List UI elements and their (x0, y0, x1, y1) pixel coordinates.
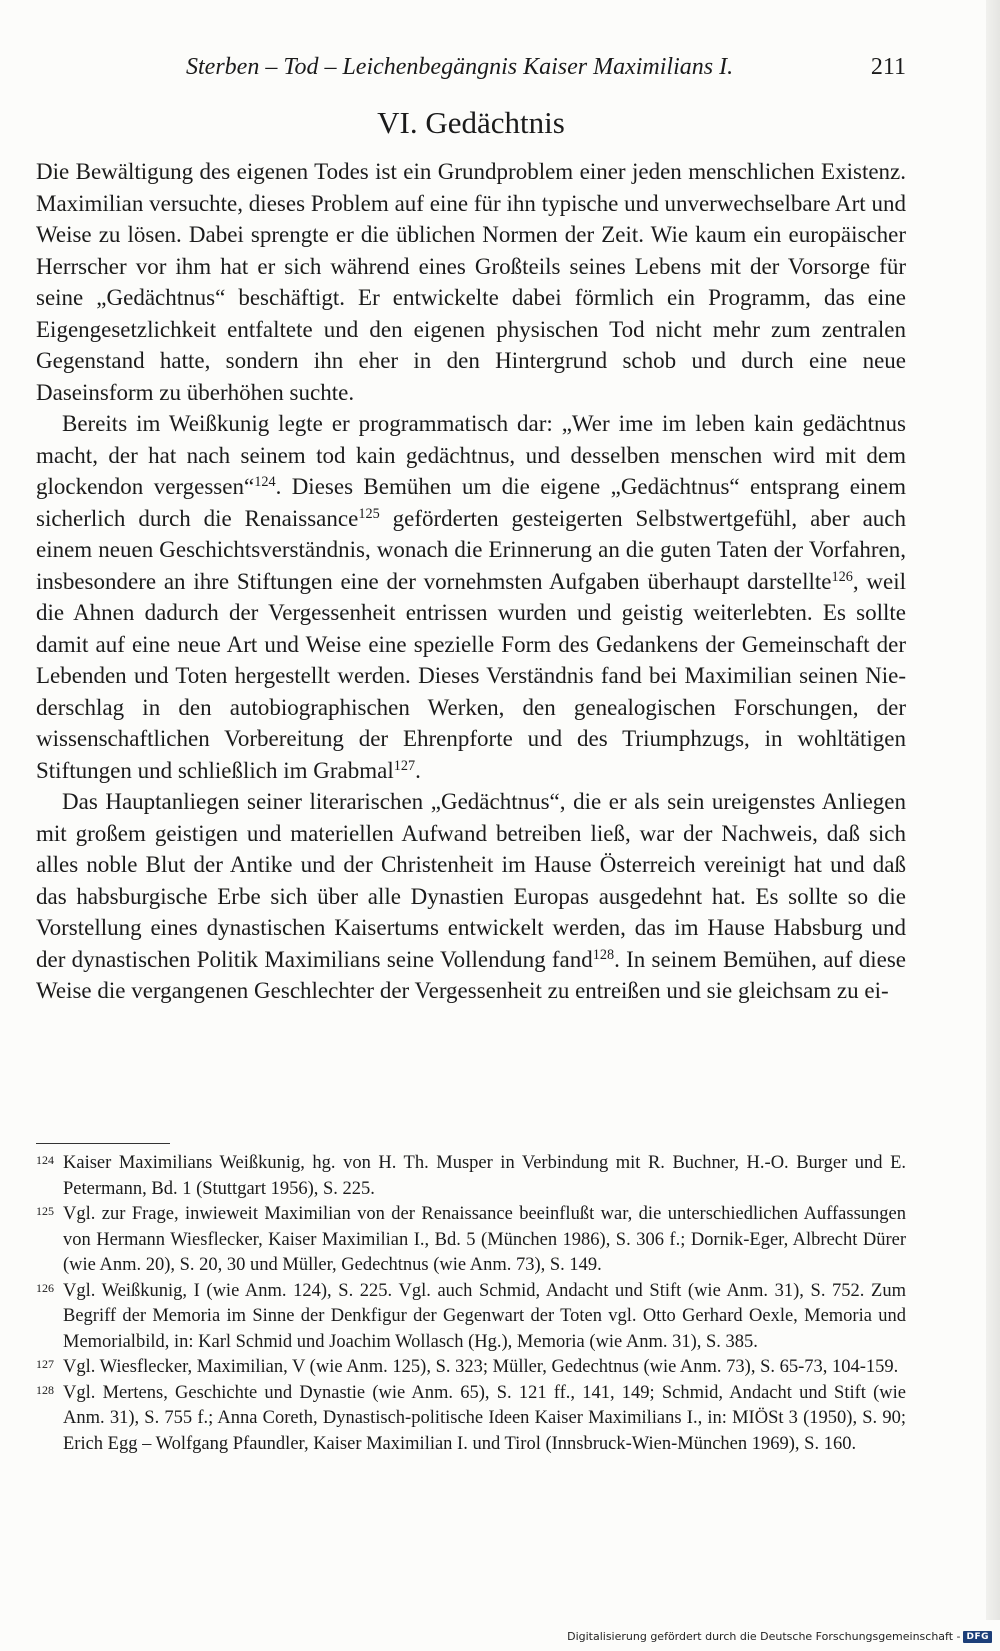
page-number: 211 (870, 54, 906, 80)
running-head (36, 50, 906, 90)
footnote-125 (36, 1202, 906, 1279)
footnote-number: 125 (36, 1204, 54, 1218)
footnote-text: Vgl. zur Frage, inwieweit Maximilian von der Renaissance beeinflußt war, die unterschiedlichen Auffassungen von Hermann Wiesflecker, Kaiser Maximilian I., Bd. 5 (München 1986), S. 306 f.; Dornik-Eger, Albrecht Dürer (wie Anm. 20), S. 20, 30 und Müller, Gedechtnus (wie Anm. 73), S. 149. (63, 1204, 906, 1275)
body-paragraph-3 (36, 786, 906, 1007)
footnote-128 (36, 1381, 906, 1458)
scan-edge-shadow (986, 0, 1000, 1620)
footnote-126 (36, 1279, 906, 1356)
footnote-text: Vgl. Mertens, Geschichte und Dynastie (wie Anm. 65), S. 121 ff., 141, 149; Schmid, Andacht und Stift (wie Anm. 31), S. 755 f.; Anna Coreth, Dynastisch-politische Ideen Kaiser Maximilians I., in: MIÖSt 3 (1950), S. 90; Erich Egg – Wolfgang Pfaundler, Kaiser Maximilian I. und Tirol (Innsbruck-Wien-München 1969), S. 160. (63, 1382, 906, 1454)
body-paragraph-1 (36, 156, 906, 408)
section-title: VI. Gedächtnis (377, 105, 565, 140)
footnote-number: 126 (36, 1280, 54, 1295)
footnote-number: 128 (36, 1382, 54, 1397)
footnote-separator (36, 1143, 170, 1144)
body-text (36, 156, 906, 1007)
paragraph-text: Die Bewältigung des eigenen Todes ist ein Grundproblem einer jeden menschlichen Existenz. Maximilian versuchte, dieses Problem auf eine für ihn typische und unverwechselbare Art und Weise zu lösen. Dabei sprengte er die üblichen Normen der Zeit. Wie kaum ein europäischer Herrscher vor ihm hat er sich während eines Großteils seines Lebens mit der Vorsorge für seine „Gedächtnus“ beschäftigt. Er entwickelte dabei förmlich ein Programm, das eine Eigengesetzlichkeit entfaltete und den eigenen physischen Tod nicht mehr zum zentralen Gegenstand hatte, sondern ihn eher in den Hintergrund schob und durch eine neue Daseinsform zu überhöhen suchte. (36, 159, 906, 405)
digitization-credit (567, 1630, 992, 1643)
footnotes (36, 1151, 906, 1457)
footnote-ref-124: 124 (254, 474, 276, 491)
paragraph-text: geförderten gesteigerten Selbstwertgefühl, aber auch einem neuen Geschichtsverständnis, wonach die Erinnerung an die guten Taten der Vorfahren, insbesondere an ihre Stiftungen eine der vornehmsten Aufgaben überhaupt darstellte (36, 505, 906, 594)
footnote-text: Vgl. Wiesflecker, Maximilian, V (wie Anm. 125), S. 323; Müller, Gedechtnus (wie Anm. 73), S. 65-73, 104-159. (63, 1357, 899, 1377)
footnote-ref-127: 127 (393, 757, 416, 774)
paragraph-text: Das Hauptanliegen seiner literarischen „Gedächtnus“, die er als sein ureigenstes Anliegen mit großem geistigen und materiellen Aufwand betreiben ließ, war der Nachweis, daß sich alles noble Blut der Antike und der Christenheit im Hause Österreich vereinigt hat und daß das habsburgische Erbe sich über alle Dynastien Europas ausgedehnt hat. Es sollte so die Vorstellung eines dynastischen Kaisertums entwickelt werden, das im Hause Habsburg und der dynastischen Politik Maximilians seine Vollendung fand (36, 789, 906, 972)
footnote-127 (36, 1355, 906, 1381)
footnote-number: 127 (36, 1357, 54, 1371)
footnote-124 (36, 1151, 906, 1202)
footnote-ref-128: 128 (592, 946, 615, 963)
body-paragraph-2 (36, 408, 906, 786)
paragraph-text: Bereits im Weißkunig legte er programmatisch dar: „Wer ime im leben kain gedächtnus macht, der hat nach seinem tod kain gedächtnus, und desselben menschen wird mit dem glockendon vergessen“ (36, 411, 906, 499)
footnote-text: Kaiser Maximilians Weißkunig, hg. von H. Th. Musper in Verbindung mit R. Buchner, H.-O. Burger und E. Petermann, Bd. 1 (Stuttgart 1956), S. 225. (63, 1153, 906, 1199)
paragraph-text: . (415, 757, 421, 783)
footnote-text: Vgl. Weißkunig, I (wie Anm. 124), S. 225. Vgl. auch Schmid, Andacht und Stift (wie Anm. 31), S. 752. Zum Begriff der Memoria im Sinne der Denkfigur der Gegenwart der Toten vgl. Otto Gerhard Oexle, Memoria und Memorialbild, in: Karl Schmid und Joachim Wollasch (Hg.), Memoria (wie Anm. 31), S. 385. (63, 1280, 906, 1352)
footnote-ref-125: 125 (358, 505, 380, 522)
footnote-number: 124 (36, 1153, 54, 1167)
paragraph-text: , weil die Ahnen dadurch der Vergessenheit entrissen wurden und geistig weiterlebten. Es sollte damit auf eine neue Art und Weise eine spezielle Form des Gedankens der Gemeinschaft der Lebenden und Toten hergestellt werden. Dieses Verständnis fand bei Maximilian seinen Niederschlag in den autobiographischen Werken, den genealogischen Forschungen, der wissenschaftlichen Vorbereitung der Ehrenpforte und des Triumphzugs, in wohltätigen Stiftungen und schließlich im Grabmal (36, 568, 906, 783)
credit-text: Digitalisierung gefördert durch die Deutsche Forschungsgemeinschaft - (567, 1630, 961, 1643)
footnote-ref-126: 126 (831, 568, 853, 585)
running-title: Sterben – Tod – Leichenbegängnis Kaiser Maximilians I. (186, 54, 734, 80)
paragraph-text: . In seinem Bemühen, auf diese Weise die vergangenen Geschlechter der Vergessenheit zu entreißen und sie gleichsam zu ei- (36, 946, 906, 1003)
dfg-logo: DFG (963, 1631, 992, 1643)
paragraph-text: . Dieses Bemühen um die eigene „Gedächtnus“ entsprang einem sicherlich durch die Renaissance (36, 474, 907, 531)
